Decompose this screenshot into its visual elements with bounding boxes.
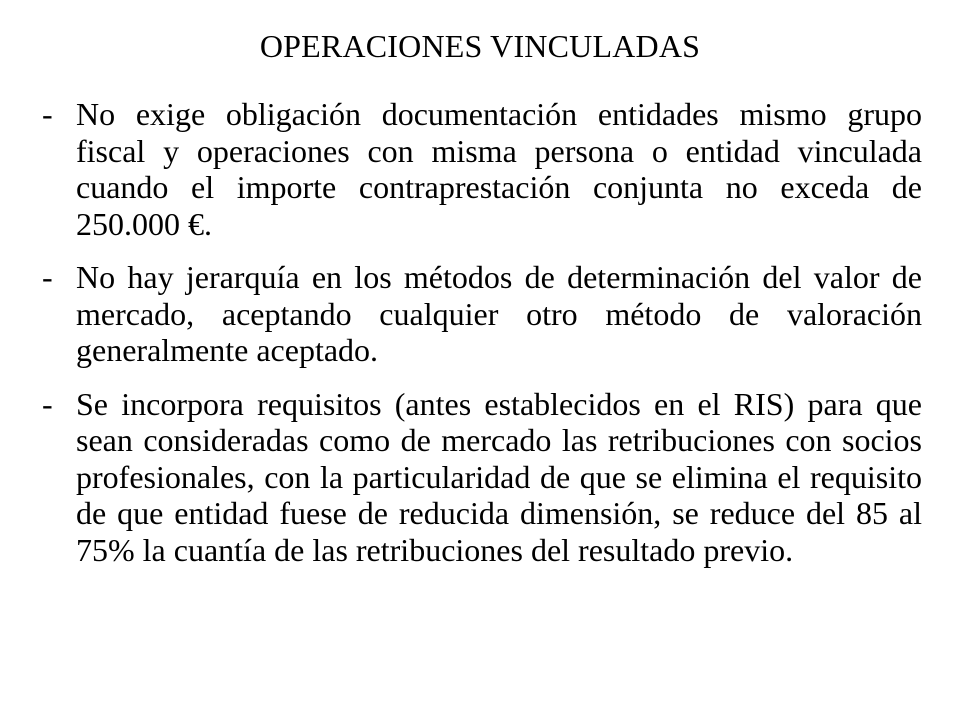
bullet-item-valuation-methods	[42, 259, 922, 369]
bullet-item-professional-partners	[42, 386, 922, 569]
bullet-dash: -	[42, 96, 53, 132]
bullet-item-documentation	[42, 96, 922, 242]
slide-title: OPERACIONES VINCULADAS	[259, 28, 701, 64]
bullet-dash: -	[42, 385, 53, 422]
bullet-list	[42, 96, 922, 585]
bullet-text: No exige obligación documentación entidades mismo grupo fiscal y operaciones con misma persona o entidad vinculada cuando el importe contraprestación conjunta no exceda de 250.000 €.	[76, 96, 922, 242]
bullet-text: No hay jerarquía en los métodos de determinación del valor de mercado, aceptando cualquier otro método de valoración generalmente aceptado.	[76, 259, 922, 368]
bullet-text: Se incorpora requisitos (antes establecidos en el RIS) para que sean consideradas como de mercado las retribuciones con socios profesionales, con la particularidad de que se elimina el requisito de que entidad fuese de reducida dimensión, se reduce del 85 al 75% la cuantía de las retribuciones del resultado previo.	[76, 385, 922, 568]
bullet-dash: -	[42, 259, 53, 295]
